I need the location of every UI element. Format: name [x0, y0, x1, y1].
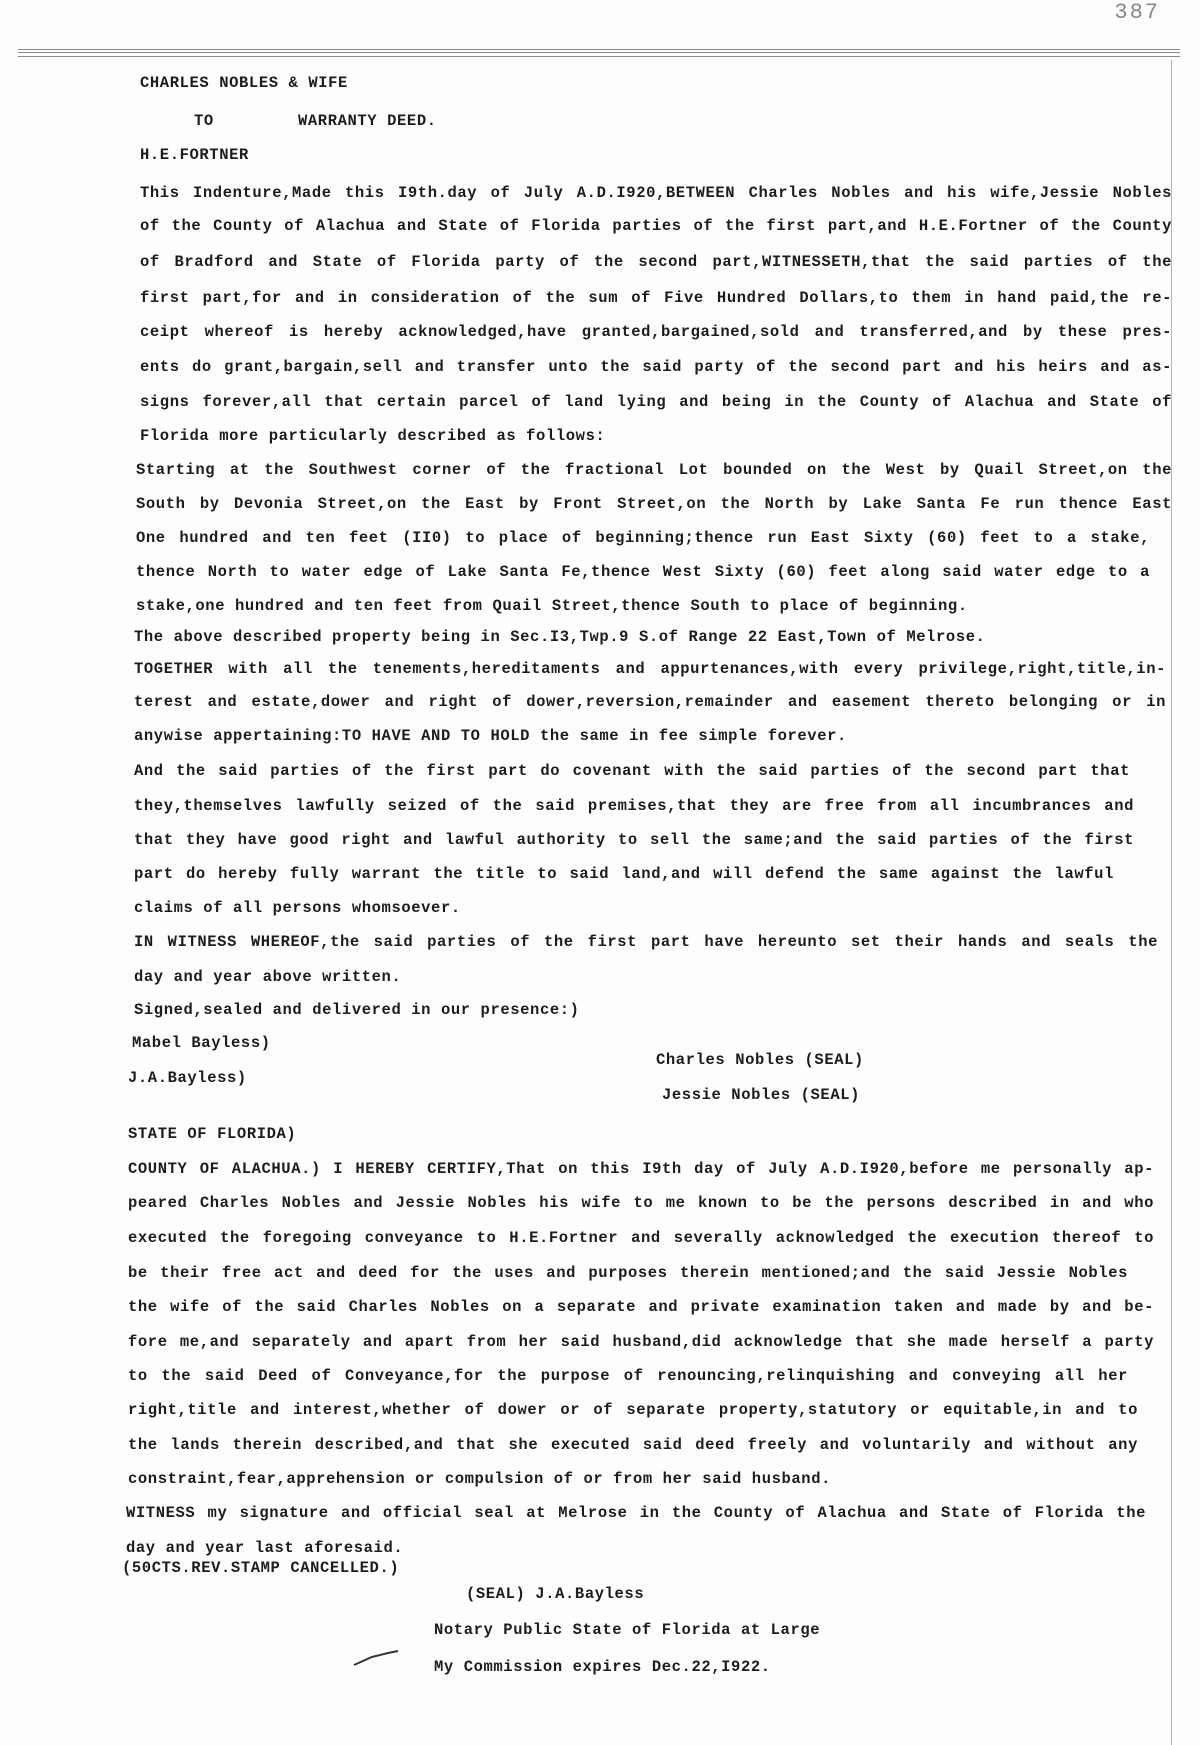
- acknowledgment-line: peared Charles Nobles and Jessie Nobles his wife to me known to be the persons described in and who: [128, 1194, 1154, 1212]
- acknowledgment-line: to the said Deed of Conveyance,for the purpose of renouncing,relinquishing and conveying all her: [128, 1367, 1128, 1385]
- page-number-fragment: 387: [1114, 0, 1160, 25]
- body-line: that they have good right and lawful authority to sell the same;and the said parties of the first: [134, 831, 1134, 849]
- body-line: claims of all persons whomsoever.: [134, 899, 461, 917]
- body-line: Starting at the Southwest corner of the fractional Lot bounded on the West by Quail Street,on the: [136, 461, 1172, 479]
- body-line: This Indenture,Made this I9th.day of July A.D.I920,BETWEEN Charles Nobles and his wife,Jessie Nobles: [140, 184, 1172, 202]
- body-line: Signed,sealed and delivered in our presence:): [134, 1001, 580, 1019]
- body-line: day and year above written.: [134, 968, 402, 986]
- notary-signature: (SEAL) J.A.Bayless: [466, 1585, 645, 1603]
- witness-signature: Mabel Bayless): [132, 1034, 271, 1052]
- body-line: anywise appertaining:TO HAVE AND TO HOLD the same in fee simple forever.: [134, 727, 847, 745]
- grantee-heading: H.E.FORTNER: [140, 146, 249, 164]
- body-line: of Bradford and State of Florida party of the second part,WITNESSETH,that the said parties of the: [140, 253, 1172, 271]
- acknowledgment-line: the lands therein described,and that she executed said deed freely and voluntarily and without any: [128, 1436, 1138, 1454]
- body-line: South by Devonia Street,on the East by Front Street,on the North by Lake Santa Fe run thence East: [136, 495, 1172, 513]
- acknowledgment-line: day and year last aforesaid.: [126, 1539, 404, 1557]
- ink-mark: [352, 1647, 402, 1669]
- body-line: terest and estate,dower and right of dower,reversion,remainder and easement thereto belonging or in: [134, 693, 1166, 711]
- notary-title: Notary Public State of Florida at Large: [434, 1621, 821, 1639]
- body-line: Florida more particularly described as follows:: [140, 427, 606, 445]
- body-line: first part,for and in consideration of the sum of Five Hundred Dollars,to them in hand paid,the re-: [140, 289, 1172, 307]
- grantor-signature: Jessie Nobles (SEAL): [662, 1086, 861, 1104]
- grantor-signature: Charles Nobles (SEAL): [656, 1051, 864, 1069]
- acknowledgment-line: WITNESS my signature and official seal at Melrose in the County of Alachua and State of Florida the: [126, 1504, 1146, 1522]
- commission-expiry: My Commission expires Dec.22,I922.: [434, 1658, 771, 1676]
- state-line: STATE OF FLORIDA): [128, 1125, 297, 1143]
- witness-signature: J.A.Bayless): [128, 1069, 247, 1087]
- body-line: they,themselves lawfully seized of the said premises,that they are free from all incumbrances and: [134, 797, 1134, 815]
- body-line: thence North to water edge of Lake Santa Fe,thence West Sixty (60) feet along said water edge to a: [136, 563, 1150, 581]
- to-label: TO: [194, 112, 214, 130]
- grantors-heading: CHARLES NOBLES & WIFE: [140, 74, 348, 92]
- revenue-stamp-note: (50CTS.REV.STAMP CANCELLED.): [122, 1559, 400, 1577]
- body-line: IN WITNESS WHEREOF,the said parties of the first part have hereunto set their hands and seals the: [134, 933, 1158, 951]
- body-line: ceipt whereof is hereby acknowledged,have granted,bargained,sold and transferred,and by these pres-: [140, 323, 1172, 341]
- body-line: ents do grant,bargain,sell and transfer unto the said party of the second part and his heirs and as-: [140, 358, 1172, 376]
- acknowledgment-line: constraint,fear,apprehension or compulsion of or from her said husband.: [128, 1470, 832, 1488]
- top-rule-3: [18, 56, 1180, 57]
- body-line: The above described property being in Sec.I3,Twp.9 S.of Range 22 East,Town of Melrose.: [134, 628, 986, 646]
- body-line: part do hereby fully warrant the title to said land,and will defend the same against the lawful: [134, 865, 1114, 883]
- body-line: One hundred and ten feet (II0) to place of beginning;thence run East Sixty (60) feet to a stake,: [136, 529, 1150, 547]
- acknowledgment-line: COUNTY OF ALACHUA.) I HEREBY CERTIFY,That on this I9th day of July A.D.I920,before me personally ap-: [128, 1160, 1154, 1178]
- top-rule-2: [18, 52, 1180, 53]
- acknowledgment-line: be their free act and deed for the uses and purposes therein mentioned;and the said Jessie Nobles: [128, 1264, 1128, 1282]
- page-edge: [1171, 60, 1172, 1745]
- acknowledgment-line: right,title and interest,whether of dower or of separate property,statutory or equitable,in and to: [128, 1401, 1138, 1419]
- acknowledgment-line: executed the foregoing conveyance to H.E.Fortner and severally acknowledged the execution thereof to: [128, 1229, 1154, 1247]
- body-line: of the County of Alachua and State of Florida parties of the first part,and H.E.Fortner of the County: [140, 217, 1172, 235]
- acknowledgment-line: fore me,and separately and apart from her said husband,did acknowledge that she made herself a party: [128, 1333, 1154, 1351]
- body-line: signs forever,all that certain parcel of land lying and being in the County of Alachua and State of: [140, 393, 1172, 411]
- instrument-title: WARRANTY DEED.: [298, 112, 437, 130]
- body-line: And the said parties of the first part do covenant with the said parties of the second part that: [134, 762, 1130, 780]
- body-line: stake,one hundred and ten feet from Quail Street,thence South to place of beginning.: [136, 597, 968, 615]
- body-line: TOGETHER with all the tenements,hereditaments and appurtenances,with every privilege,right,title,in-: [134, 660, 1166, 678]
- acknowledgment-line: the wife of the said Charles Nobles on a separate and private examination taken and made by and be-: [128, 1298, 1154, 1316]
- top-rule: [18, 49, 1180, 50]
